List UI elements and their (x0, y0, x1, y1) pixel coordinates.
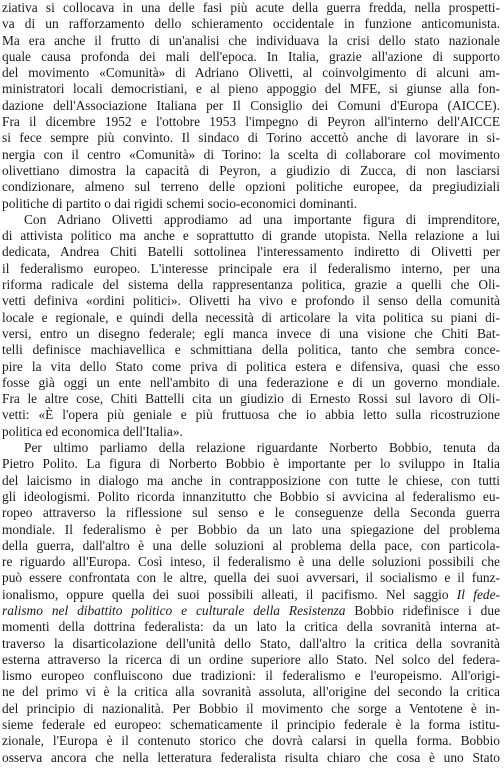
text-line: va di un rafforzamento dello schieramento occidentale in funzione anticomunista. (2, 16, 500, 32)
text-line: sieme federale ed europeo: schematicamente il principio federale è la forma istitu- (2, 717, 500, 733)
text-line: vetti: «È l'opera più geniale e più fruttuosa che io abbia letto sulla ricostruzione (2, 407, 500, 423)
text-line: gli ideologismi. Polito ricorda innanzitutto che Bobbio si avvicina al federalismo eu- (2, 488, 500, 504)
text-line: esterna attraverso la ricerca di un ordine superiore allo Stato. Nel solco del federa- (2, 651, 500, 667)
text-line: del principio di nazionalità. Per Bobbio il movimento che sorge a Ventotene è in- (2, 700, 500, 716)
text-line: può essere confrontata con le altre, quella dei suoi avversari, il socialismo e il funz- (2, 570, 500, 586)
text-line: dedicata, Andrea Chiti Batelli sottolinea l'interessamento indiretto di Olivetti per (2, 244, 500, 260)
text-line: versi, entro un disegno federale; egli manca invece di una visione che Chiti Bat- (2, 325, 500, 341)
text-run: Bobbio ridefinisce i due (345, 602, 500, 618)
text-line: traverso la disarticolazione dell'unità dello Stato, dall'altro la critica della sovranità (2, 635, 500, 651)
text-line: osserva ancora che nella letteratura federalista risulta chiaro che cosa è uno Stato (2, 749, 500, 765)
text-line: lismo europeo confluiscono due tradizioni: il federalismo e l'europeismo. All'origi- (2, 668, 500, 684)
text-line: ropeo attraverso la riflessione sul senso e le conseguenze della Seconda guerra (2, 505, 500, 521)
text-line: di attivista politico ma anche e soprattutto di grande utopista. Nella relazione a lui (2, 228, 500, 244)
text-line: Ma era anche il frutto di un'analisi che individuava la crisi dello stato nazionale (2, 32, 500, 48)
text-line: politica ed economica dell'Italia». (2, 423, 183, 439)
text-line: condizionare, almeno sul terreno delle opzioni politiche europee, da pregiudiziali (2, 179, 500, 195)
text-line: politiche di partito o dai rigidi schemi socio-economici dominanti. (2, 195, 358, 211)
text-line: del movimento «Comunità» di Adriano Olivetti, al coinvolgimento di alcuni am- (2, 65, 500, 81)
text-line: mondiale. Il federalismo è per Bobbio da un lato una spiegazione del problema (2, 521, 500, 537)
text-line: quale causa profonda dei mali dell'epoca. In Italia, grazie all'azione di supporto (2, 48, 500, 64)
text-line: ziativa si collocava in una delle fasi più acute della guerra fredda, nella prospetti- (2, 0, 500, 15)
text-line: re riguardo all'Europa. Così inteso, il federalismo è una delle soluzioni possibili che (2, 554, 500, 570)
text-line: Per ultimo parliamo della relazione riguardante Norberto Bobbio, tenuta da (24, 440, 500, 456)
text-line (2, 587, 500, 603)
paragraph-2 (2, 212, 500, 440)
text-line: Con Adriano Olivetti approdiamo ad una importante figura di imprenditore, (24, 211, 500, 227)
document-page (2, 0, 500, 766)
text-line: riforma radicale del sistema della rappresentanza politica, grazie a quelli che Oli- (2, 277, 500, 293)
paragraph-3 (2, 440, 500, 766)
text-line: il federalismo europeo. L'interesse principale era il federalismo interno, per una (2, 260, 500, 276)
text-line: momenti della dottrina federalista: da un lato la critica della sovranità interna at- (2, 619, 500, 635)
text-line: olivettiano dimostra la capacità di Peyron, a giudizio di Zucca, di non lasciarsi (2, 162, 500, 178)
text-run: ionalismo, oppure quella dei suoi possibili alleati, il pacifismo. Nel saggio (2, 586, 457, 602)
text-line (2, 603, 500, 619)
text-line: Pietro Polito. La figura di Norberto Bobbio è importante per lo sviluppo in Italia (2, 456, 500, 472)
text-line: zionale, l'Europa è il contenuto storico che dovrà calarsi in quella forma. Bobbio (2, 733, 500, 749)
text-line: si fece sempre più convinto. Il sindaco di Torino accettò anche di lavorare in si- (2, 130, 500, 146)
text-line: della guerra, dall'altro è una delle soluzioni al problema della pace, con particola- (2, 537, 500, 553)
italic-title-start: Il fede- (456, 586, 500, 602)
text-line: nergia con il centro «Comunità» di Torino: la scelta di collaborare col movimento (2, 146, 500, 162)
text-line: ne del primo vi è la critica alla sovranità assoluta, all'origine del secondo la critica (2, 684, 500, 700)
text-line: telli definisce machiavellica e schmittiana della politica, tanto che sembra conce- (2, 342, 500, 358)
text-line: del laicismo in dialogo ma anche in contrapposizione con tutte le chiese, con tutti (2, 472, 500, 488)
text-line: Fra il dicembre 1952 e l'ottobre 1953 l'impegno di Peyron all'interno dell'AICCE (2, 114, 500, 130)
paragraph-1 (2, 0, 500, 212)
text-line: pire la vita dello Stato come priva di politica estera e difensiva, quasi che esso (2, 358, 500, 374)
text-line: ministratori locali democristiani, e al pieno appoggio del MFE, si giunse alla fon- (2, 81, 500, 97)
text-line: fosse già oggi un ente nell'ambito di una federazione e di un governo mondiale. (2, 374, 500, 390)
text-line: dazione dell'Associazione Italiana per Il Consiglio dei Comuni d'Europa (AICCE). (2, 97, 500, 113)
italic-title-end: ralismo nel dibattito politico e culturale della Resistenza (2, 602, 346, 618)
text-line: vetti definiva «ordini politici». Olivetti ha vivo e profondo il senso della comunità (2, 293, 500, 309)
text-line: Fra le altre cose, Chiti Battelli cita un giudizio di Ernesto Rossi sul lavoro di Oli- (2, 391, 500, 407)
text-line: locale e regionale, e quindi della necessità di articolare la vita politica su piani di- (2, 309, 500, 325)
